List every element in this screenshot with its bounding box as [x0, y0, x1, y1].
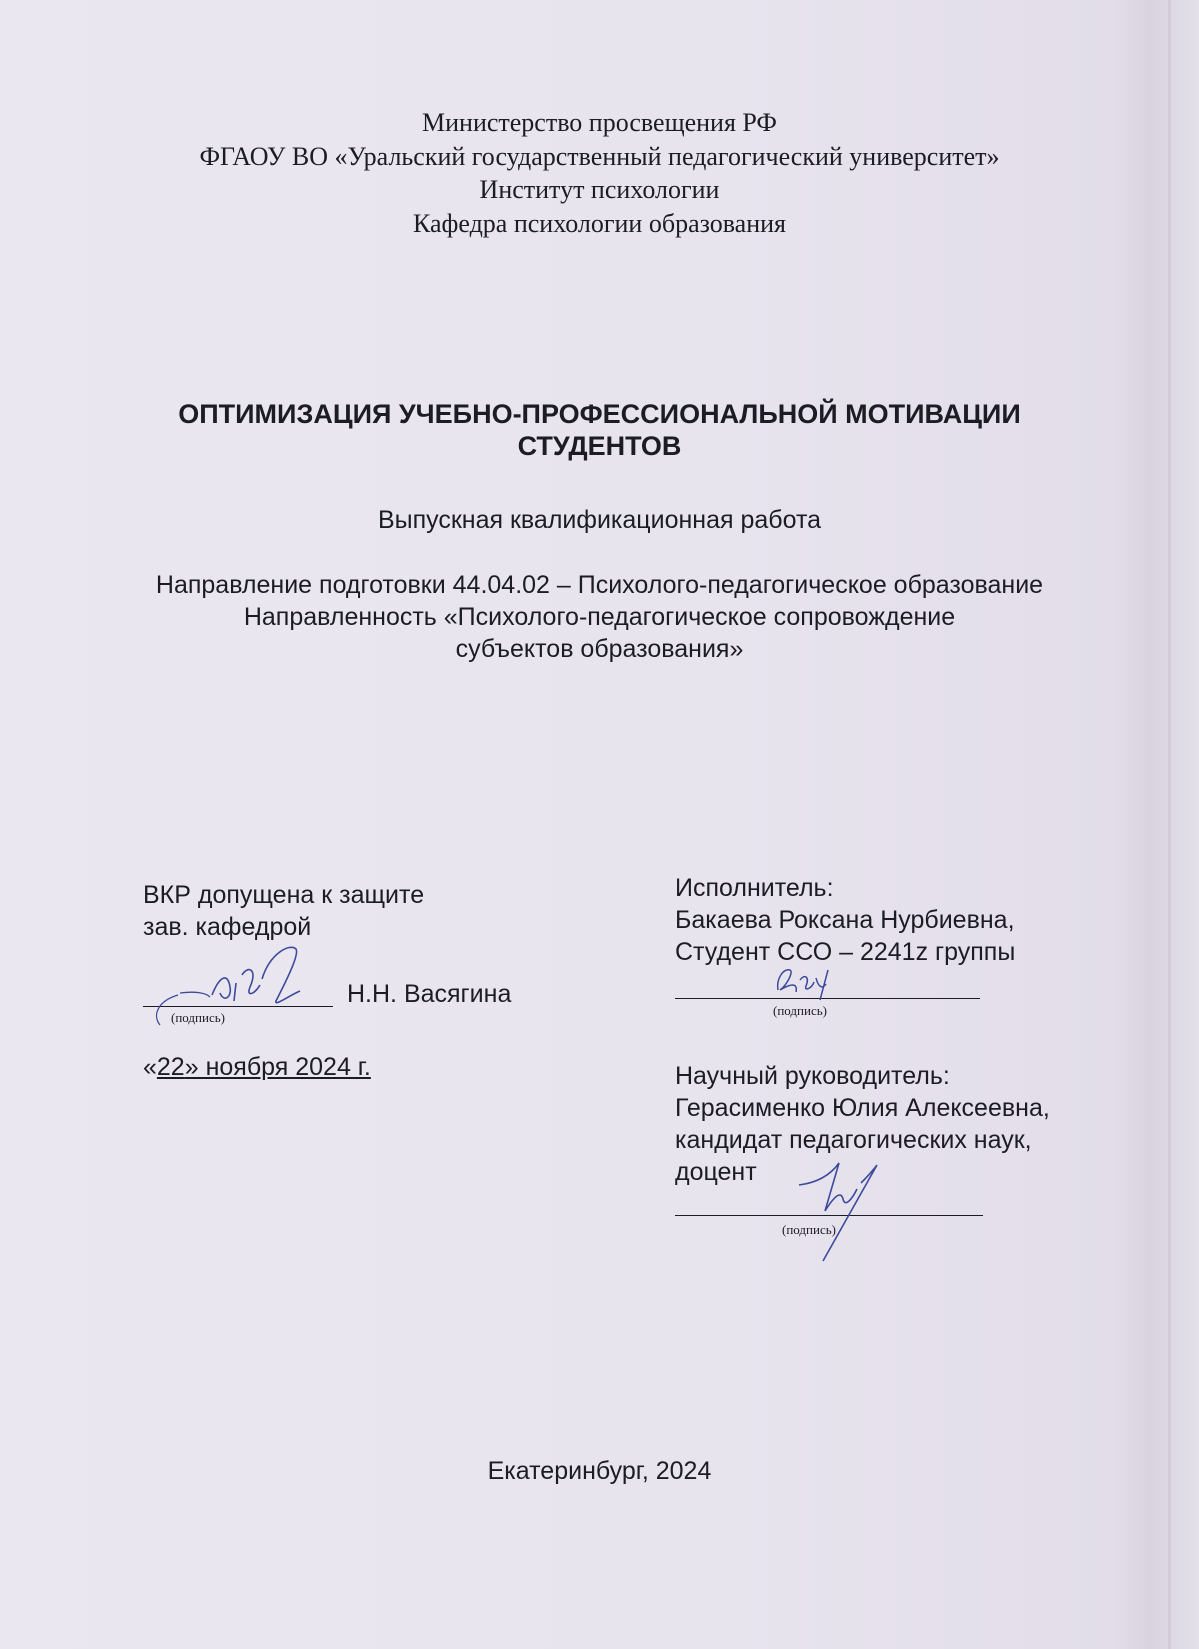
- supervisor-name: Герасименко Юлия Алексеевна,: [675, 1094, 1050, 1122]
- thesis-title-line-1: ОПТИМИЗАЦИЯ УЧЕБНО-ПРОФЕССИОНАЛЬНОЙ МОТИВАЦИИ: [178, 399, 1021, 429]
- approval-line-2: зав. кафедрой: [143, 913, 312, 941]
- work-type: Выпускная квалификационная работа: [377, 506, 822, 534]
- executor-name: Бакаева Роксана Нурбиевна,: [675, 906, 1015, 934]
- university-name: ФГАОУ ВО «Уральский государственный педагогический университет»: [199, 142, 1000, 171]
- direction-line-3: субъектов образования»: [455, 635, 744, 663]
- approval-line-1: ВКР допущена к защите: [143, 881, 425, 909]
- head-of-department-name: Н.Н. Васягина: [347, 980, 512, 1008]
- supervisor-position: доцент: [675, 1158, 757, 1186]
- head-signature: [150, 935, 325, 1045]
- supervisor-signature: [795, 1155, 905, 1265]
- direction-line-1: Направление подготовки 44.04.02 – Психолого-педагогическое образование: [155, 571, 1044, 599]
- head-signature-caption: (подпись): [171, 1010, 225, 1025]
- approval-date: [143, 1052, 371, 1083]
- date-day: 22: [156, 1053, 185, 1081]
- ministry-name: Министерство просвещения РФ: [422, 108, 777, 137]
- thesis-title-line-2: СТУДЕНТОВ: [517, 431, 682, 461]
- city-and-year: Екатеринбург, 2024: [487, 1457, 712, 1485]
- direction-line-2: Направленность «Психолого-педагогическое сопровождение: [243, 603, 956, 631]
- date-open-quote: «: [143, 1053, 157, 1081]
- supervisor-degree: кандидат педагогических наук,: [675, 1126, 1032, 1154]
- supervisor-label: Научный руководитель:: [675, 1062, 950, 1090]
- supervisor-signature-caption: (подпись): [782, 1222, 836, 1237]
- page-edge-shadow: [1168, 0, 1171, 1649]
- institute-name: Институт психологии: [479, 175, 720, 204]
- reverse-side-bleed-through: [100, 210, 1065, 896]
- date-rest: » ноября 2024 г.: [184, 1053, 371, 1081]
- executor-signature: [770, 960, 850, 1005]
- executor-signature-caption: (подпись): [773, 1003, 827, 1018]
- department-name: Кафедра психологии образования: [412, 209, 786, 238]
- executor-group: Студент ССО – 2241z группы: [675, 938, 1016, 966]
- executor-label: Исполнитель:: [675, 874, 834, 902]
